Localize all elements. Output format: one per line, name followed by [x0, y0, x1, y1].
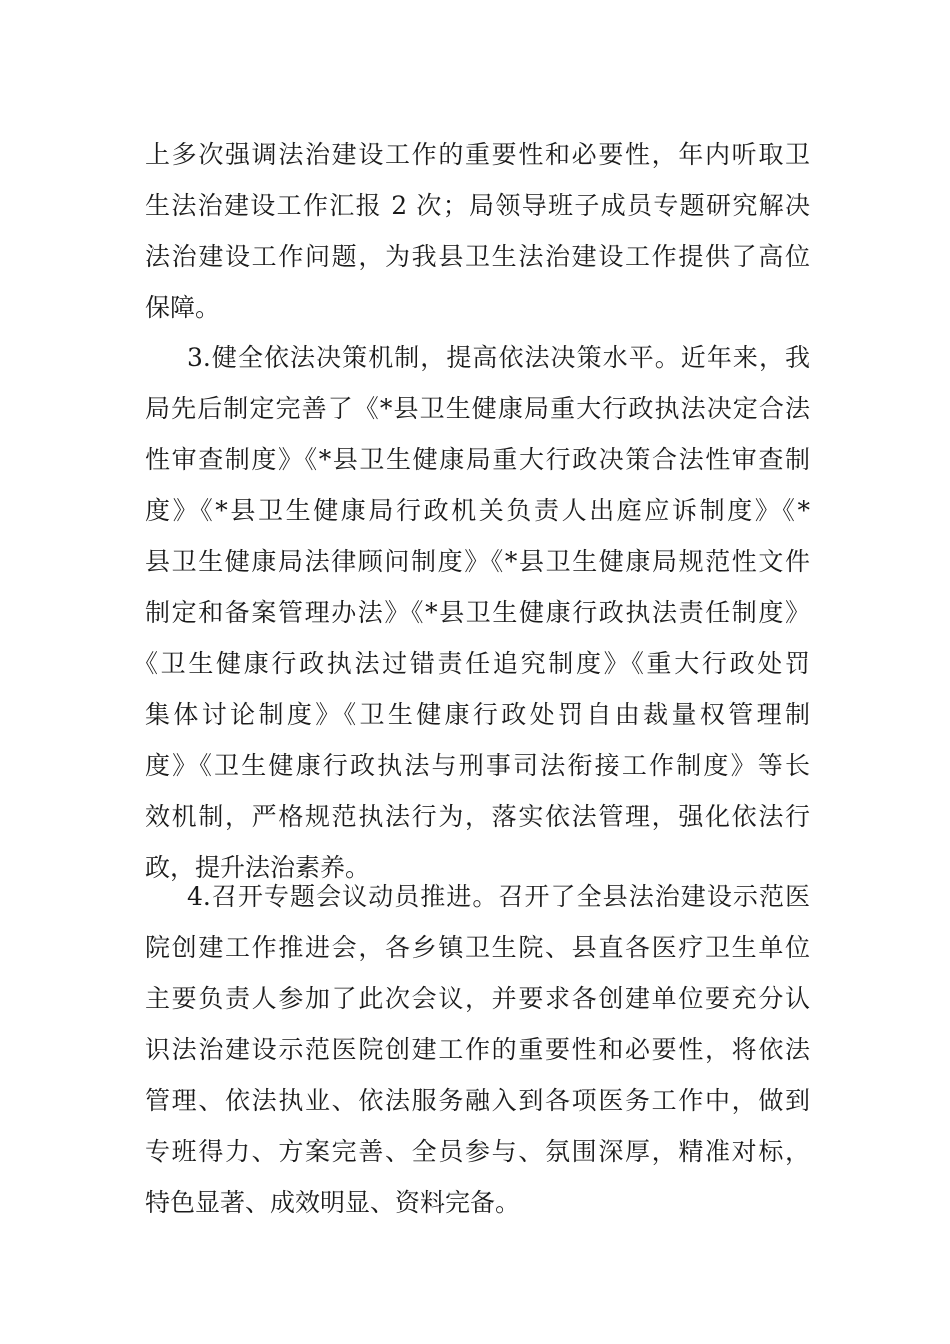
- paragraph-3-line: 识法治建设示范医院创建工作的重要性和必要性，将依法: [145, 1035, 810, 1064]
- paragraph-3-line: 专班得力、方案完善、全员参与、氛围深厚，精准对标，: [145, 1137, 810, 1166]
- paragraph-3-line: 管理、依法执业、依法服务融入到各项医务工作中，做到: [145, 1086, 810, 1115]
- paragraph-2-line: 度》《卫生健康行政执法与刑事司法衔接工作制度》等长: [145, 751, 810, 780]
- paragraph-3-line: 主要负责人参加了此次会议，并要求各创建单位要充分认: [145, 984, 810, 1013]
- paragraph-1: [145, 129, 810, 333]
- paragraph-2-line: 政，提升法治素养。: [145, 853, 371, 882]
- paragraph-1-line: 法治建设工作问题，为我县卫生法治建设工作提供了高位: [145, 242, 810, 271]
- paragraph-2-line: 性审查制度》《*县卫生健康局重大行政决策合法性审查制: [145, 445, 810, 474]
- paragraph-2-line: 制定和备案管理办法》《*县卫生健康行政执法责任制度》: [145, 598, 810, 627]
- paragraph-1-line: 保障。: [145, 293, 221, 322]
- paragraph-2-line: 效机制，严格规范执法行为，落实依法管理，强化依法行: [145, 802, 810, 831]
- paragraph-2-line: 《卫生健康行政执法过错责任追究制度》《重大行政处罚: [133, 649, 810, 678]
- paragraph-2-line: 3.健全依法决策机制，提高依法决策水平。近年来，我: [187, 343, 810, 372]
- paragraph-2: [133, 332, 810, 893]
- paragraph-3-line: 院创建工作推进会，各乡镇卫生院、县直各医疗卫生单位: [145, 933, 810, 962]
- paragraph-3-line: 特色显著、成效明显、资料完备。: [145, 1188, 521, 1217]
- paragraph-1-line: 生法治建设工作汇报 2 次；局领导班子成员专题研究解决: [145, 191, 810, 220]
- paragraph-2-line: 县卫生健康局法律顾问制度》《*县卫生健康局规范性文件: [145, 547, 810, 576]
- paragraph-3-line: 4.召开专题会议动员推进。召开了全县法治建设示范医: [187, 882, 810, 911]
- paragraph-3: [145, 871, 810, 1228]
- paragraph-2-line: 度》《*县卫生健康局行政机关负责人出庭应诉制度》《*: [145, 496, 810, 525]
- paragraph-1-line: 上多次强调法治建设工作的重要性和必要性，年内听取卫: [145, 140, 810, 169]
- paragraph-2-line: 局先后制定完善了《*县卫生健康局重大行政执法决定合法: [145, 394, 810, 423]
- paragraph-2-line: 集体讨论制度》《卫生健康行政处罚自由裁量权管理制: [145, 700, 810, 729]
